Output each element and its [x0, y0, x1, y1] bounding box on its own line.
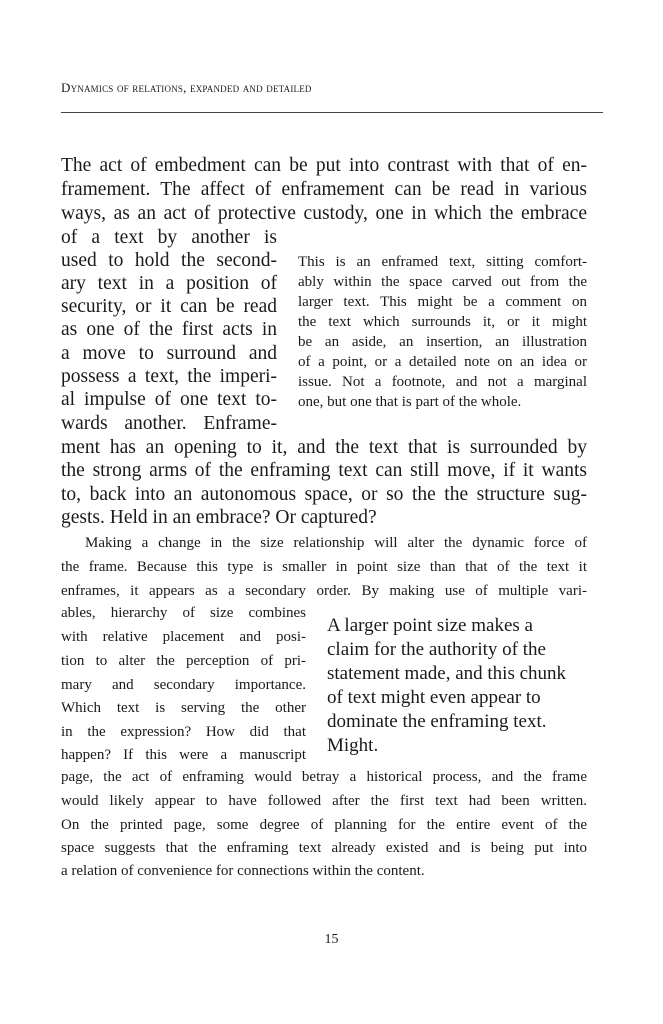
block1-left-line: security, or it can be read	[61, 296, 277, 317]
block1-left-line: possess a text, the imperi-	[61, 366, 277, 387]
block1-bottom-line: the strong arms of the enframing text can still move, if it wants	[61, 460, 587, 481]
block1-inset-line: ably within the space carved out from the	[298, 274, 587, 290]
block1-bottom-line: ment has an opening to it, and the text that is surrounded by	[61, 437, 587, 458]
block1-left-line: wards another. Enframe-	[61, 413, 277, 434]
block1-top-line: The act of embedment can be put into contrast with that of en-	[61, 155, 587, 176]
block1-left-line: of a text by another is	[61, 227, 277, 248]
block1-top-line: ways, as an act of protective custody, one in which the embrace	[61, 203, 587, 224]
block1-inset-line: be an aside, an insertion, an illustration	[298, 334, 587, 350]
block2-left-line: with relative placement and posi-	[61, 629, 306, 645]
block2-bottom-line: On the printed page, some degree of planning for the entire event of the	[61, 817, 587, 833]
block2-left-line: ables, hierarchy of size combines	[61, 605, 306, 621]
block2-top-line: enframes, it appears as a secondary order. By making use of multiple vari-	[61, 583, 587, 599]
block2-top-line: Making a change in the size relationship will alter the dynamic force of	[85, 535, 587, 551]
block2-left-line: mary and secondary importance.	[61, 677, 306, 693]
block2-left-line: Which text is serving the other	[61, 700, 306, 716]
block2-inset-line: A larger point size makes a	[327, 615, 533, 636]
block2-inset-line: dominate the enframing text.	[327, 711, 547, 732]
block1-left-line: as one of the first acts in	[61, 319, 277, 340]
block2-bottom-line: space suggests that the enframing text already existed and is being put into	[61, 840, 587, 856]
block1-inset-line: the text which surrounds it, or it might	[298, 314, 587, 330]
block1-inset-line: issue. Not a footnote, and not a marginal	[298, 374, 587, 390]
block1-left-line: ary text in a position of	[61, 273, 277, 294]
block2-left-line: tion to alter the perception of pri-	[61, 653, 306, 669]
block2-inset-line: statement made, and this chunk	[327, 663, 567, 684]
block2-bottom-line: would likely appear to have followed after the first text had been written.	[61, 793, 587, 809]
block1-inset-line: This is an enframed text, sitting comfort-	[298, 254, 587, 270]
block1-bottom-line: gests. Held in an embrace? Or captured?	[61, 507, 377, 528]
block1-left-line: a move to surround and	[61, 343, 277, 364]
block1-bottom-line: to, back into an autonomous space, or so the the structure sug-	[61, 484, 587, 505]
block1-top-line: framement. The affect of enframement can be read in various	[61, 179, 587, 200]
block2-inset-line: of text might even appear to	[327, 687, 541, 708]
running-head: Dynamics of relations, expanded and detailed	[61, 80, 312, 95]
block2-left-line: in the expression? How did that	[61, 724, 306, 740]
block2-left-line: happen? If this were a manuscript	[61, 747, 306, 763]
block2-bottom-line: a relation of convenience for connections within the content.	[61, 863, 425, 879]
block1-inset-line: one, but one that is part of the whole.	[298, 394, 522, 410]
block1-left-line: al impulse of one text to-	[61, 389, 277, 410]
block1-inset-line: of a point, or a detailed note on an idea or	[298, 354, 587, 370]
block2-inset-line: claim for the authority of the	[327, 639, 546, 660]
block1-inset-line: larger text. This might be a comment on	[298, 294, 587, 310]
page-number: 15	[324, 932, 339, 947]
header-rule	[61, 112, 603, 113]
block1-left-line: used to hold the second-	[61, 250, 277, 271]
block2-top-line: the frame. Because this type is smaller in point size than that of the text it	[61, 559, 587, 575]
block2-inset-line: Might.	[327, 735, 379, 756]
block2-bottom-line: page, the act of enframing would betray a historical process, and the frame	[61, 769, 587, 785]
